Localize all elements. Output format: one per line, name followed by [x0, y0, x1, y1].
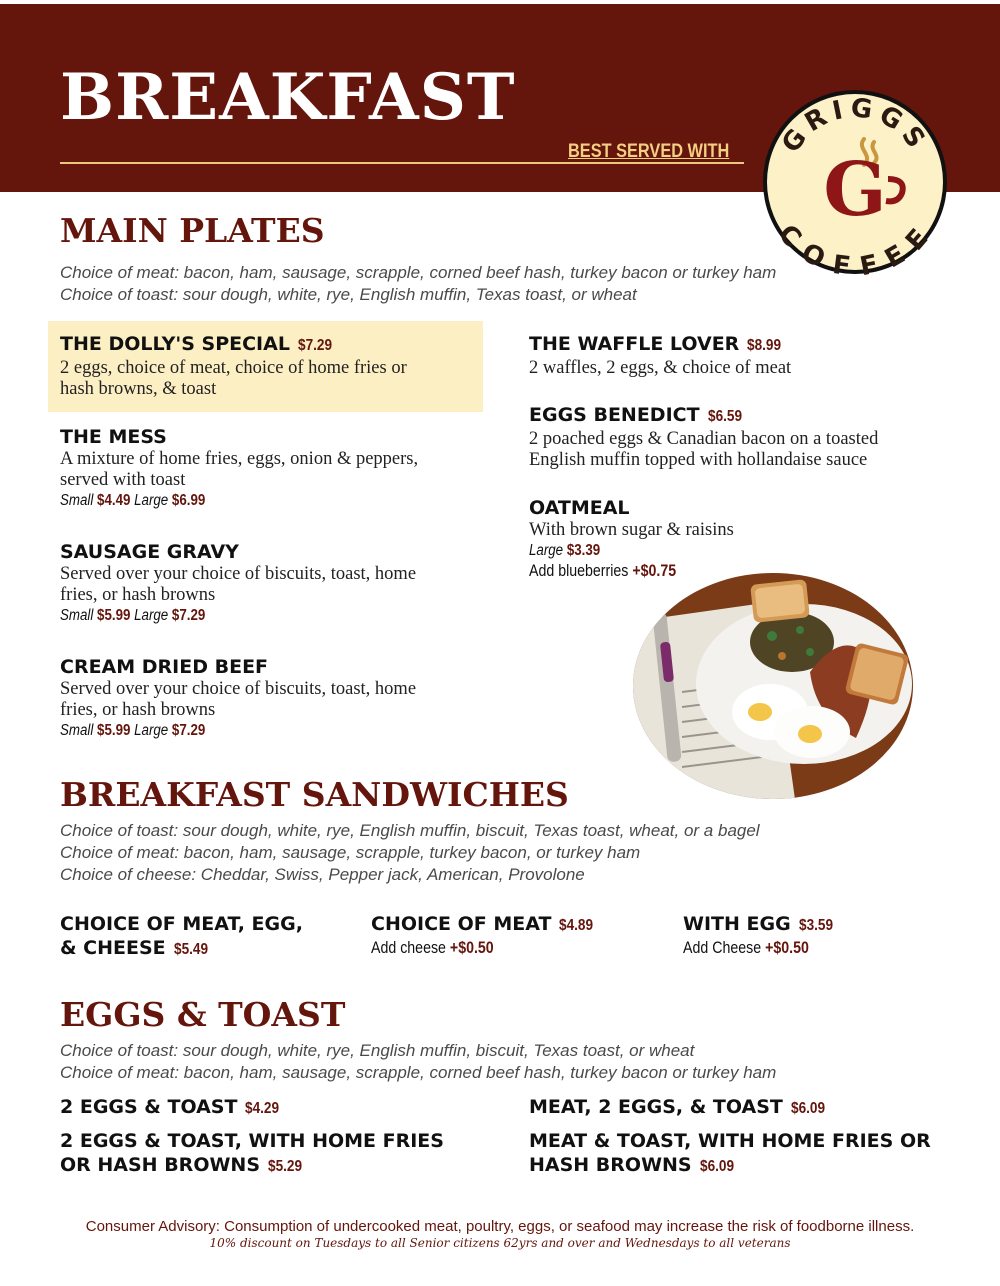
- item-description: 2 poached eggs & Canadian bacon on a toasted: [529, 429, 879, 449]
- item-description: served with toast: [60, 470, 186, 490]
- item-price: $6.59: [707, 408, 742, 425]
- item-addon: Add Cheese +$0.50: [683, 939, 809, 957]
- menu-item-meat-2-eggs-toast: [529, 1095, 831, 1121]
- item-addon: Add cheese +$0.50: [371, 939, 494, 957]
- menu-item-2-eggs-toast: [60, 1095, 286, 1121]
- eggs-toast-toast-note: Choice of toast: sour dough, white, rye, English muffin, biscuit, Texas toast, or wheat: [60, 1041, 695, 1060]
- item-name: CHOICE OF MEAT, EGG,: [60, 913, 303, 935]
- item-name: MEAT & TOAST, WITH HOME FRIES OR: [529, 1130, 931, 1152]
- item-description: fries, or hash browns: [60, 700, 216, 720]
- item-price: $6.09: [699, 1158, 734, 1175]
- item-name: 2 EGGS & TOAST: [60, 1096, 238, 1118]
- menu-item-oatmeal: [529, 496, 734, 581]
- item-description: Served over your choice of biscuits, toast, home: [60, 564, 417, 584]
- item-price: $6.09: [790, 1100, 825, 1117]
- eggs-toast-title: EGGS & TOAST: [60, 995, 346, 1034]
- item-name: 2 EGGS & TOAST, WITH HOME FRIES: [60, 1130, 444, 1152]
- menu-item-eggs-benedict: [529, 403, 878, 471]
- eggs-toast-meat-note: Choice of meat: bacon, ham, sausage, scrapple, corned beef hash, turkey bacon or turkey ham: [60, 1063, 777, 1082]
- item-sizes: Large $3.39: [529, 542, 601, 559]
- discount-note: 10% discount on Tuesdays to all Senior citizens 62yrs and over and Wednesdays to all veterans: [209, 1236, 791, 1250]
- menu-item-with-egg: [683, 912, 839, 958]
- menu-item-the-mess: [60, 425, 418, 511]
- sandwiches-meat-note: Choice of meat: bacon, ham, sausage, scrapple, turkey bacon, or turkey ham: [60, 843, 641, 862]
- item-name: MEAT, 2 EGGS, & TOAST: [529, 1096, 783, 1118]
- item-price: $5.29: [268, 1158, 303, 1175]
- item-price: $8.99: [747, 337, 782, 354]
- menu-item-choice-of-meat: [371, 912, 599, 958]
- item-name: OATMEAL: [529, 497, 630, 519]
- menu-item-cream-dried-beef: [60, 655, 416, 741]
- main-plates-toast-note: Choice of toast: sour dough, white, rye, English muffin, Texas toast, or wheat: [60, 285, 637, 304]
- item-description: With brown sugar & raisins: [529, 520, 734, 540]
- tagline: BEST SERVED WITH: [568, 141, 730, 162]
- item-name: EGGS BENEDICT: [529, 404, 700, 426]
- item-name: THE WAFFLE LOVER: [529, 333, 740, 355]
- item-price: $4.89: [559, 917, 594, 934]
- logo-bottom-text: COFFEE: [771, 219, 939, 277]
- item-name: WITH EGG: [683, 913, 791, 935]
- item-name: THE DOLLY'S SPECIAL: [60, 333, 290, 355]
- page-title: BREAKFAST: [60, 60, 516, 135]
- sandwiches-cheese-note: Choice of cheese: Cheddar, Swiss, Pepper jack, American, Provolone: [60, 865, 585, 884]
- item-description: 2 waffles, 2 eggs, & choice of meat: [529, 358, 792, 378]
- item-name: CHOICE OF MEAT: [371, 913, 552, 935]
- sandwiches-title: BREAKFAST SANDWICHES: [60, 775, 569, 814]
- griggs-coffee-logo: [760, 87, 950, 277]
- menu-item-meat-toast-fries: [529, 1129, 931, 1179]
- item-price: $5.49: [173, 941, 208, 958]
- menu-item-sausage-gravy: [60, 540, 416, 626]
- main-plates-meat-note: Choice of meat: bacon, ham, sausage, scrapple, corned beef hash, turkey bacon or turkey ham: [60, 263, 777, 282]
- item-description: English muffin topped with hollandaise sauce: [529, 450, 868, 470]
- main-plates-title: MAIN PLATES: [60, 211, 325, 250]
- item-sizes: Small $4.49 Large $6.99: [60, 492, 206, 509]
- item-description: A mixture of home fries, eggs, onion & peppers,: [60, 449, 419, 469]
- menu-item-2-eggs-toast-fries: [60, 1129, 444, 1179]
- item-addon: Add blueberries +$0.75: [529, 562, 677, 580]
- item-price: $4.29: [245, 1100, 280, 1117]
- item-name: OR HASH BROWNS: [60, 1154, 261, 1176]
- breakfast-plate-photo: [632, 572, 914, 800]
- item-name: CREAM DRIED BEEF: [60, 656, 269, 678]
- item-description: 2 eggs, choice of meat, choice of home fries or: [60, 358, 407, 378]
- menu-item-waffle-lover: [529, 332, 791, 379]
- item-price: $7.29: [297, 337, 332, 354]
- logo-letter: G: [823, 147, 887, 233]
- menu-item-meat-egg-cheese: [60, 912, 303, 962]
- item-name: & CHEESE: [60, 937, 166, 959]
- item-description: hash browns, & toast: [60, 379, 217, 399]
- item-description: fries, or hash browns: [60, 585, 216, 605]
- item-name: THE MESS: [60, 426, 167, 448]
- menu-item-dollys-special: [60, 332, 407, 400]
- logo-top-text: GRIGGS: [776, 92, 934, 159]
- item-name: HASH BROWNS: [529, 1154, 692, 1176]
- item-sizes: Small $5.99 Large $7.29: [60, 722, 206, 739]
- sandwiches-toast-note: Choice of toast: sour dough, white, rye, English muffin, biscuit, Texas toast, wheat, or a bagel: [60, 821, 760, 840]
- item-description: Served over your choice of biscuits, toast, home: [60, 679, 417, 699]
- item-price: $3.59: [798, 917, 833, 934]
- consumer-advisory: Consumer Advisory: Consumption of undercooked meat, poultry, eggs, or seafood may increase the risk of foodborne illness.: [85, 1218, 915, 1235]
- item-name: SAUSAGE GRAVY: [60, 541, 239, 563]
- item-sizes: Small $5.99 Large $7.29: [60, 607, 206, 624]
